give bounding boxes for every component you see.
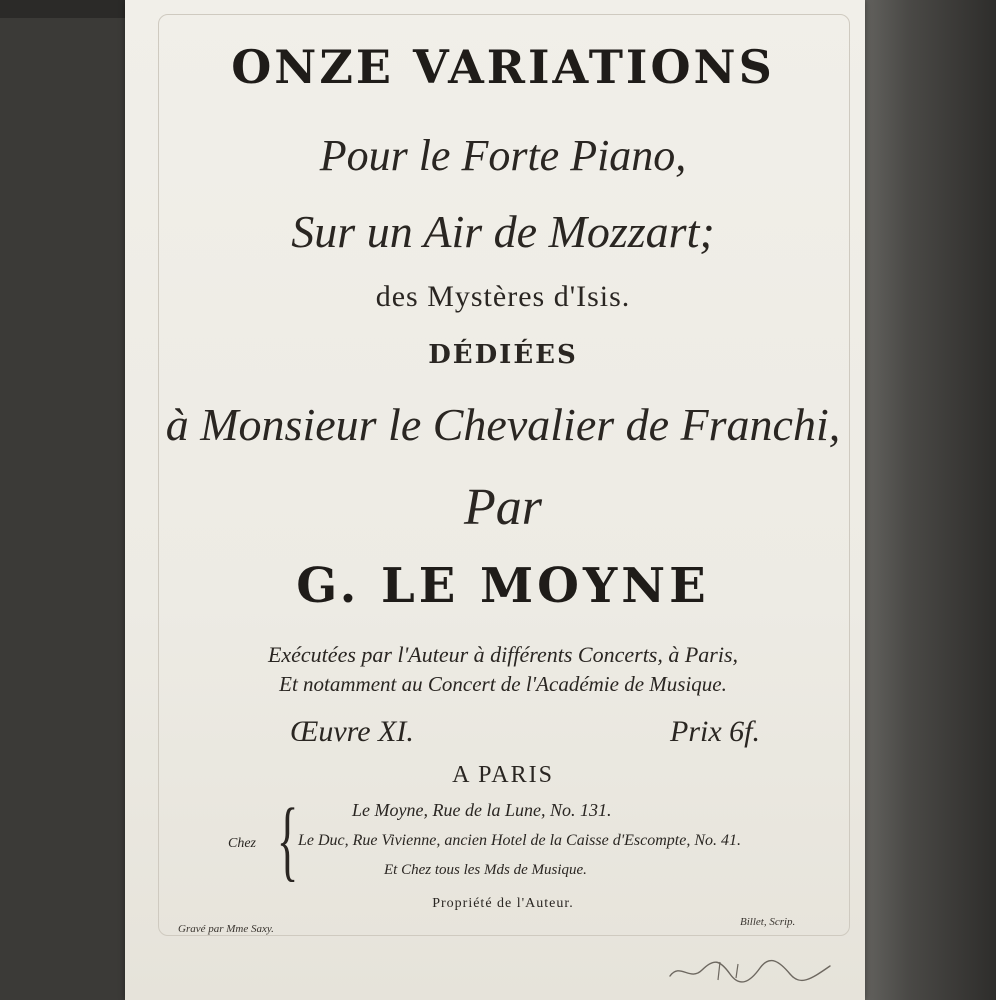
composer-name: G. LE MOYNE [296, 558, 710, 614]
performance-line-1: Exécutées par l'Auteur à différents Concerts, à Paris, [267, 642, 739, 667]
instrument-line: Pour le Forte Piano, [319, 131, 687, 180]
publisher-address-1: Le Moyne, Rue de la Lune, No. 131. [352, 800, 612, 820]
by-label: Par [464, 479, 542, 536]
work-title: ONZE VARIATIONS [231, 40, 775, 94]
performance-line-2: Et notamment au Concert de l'Académie de Musique. [279, 672, 727, 696]
engraver-credit: Gravé par Mme Saxy. [178, 923, 274, 935]
opus-price-row [290, 715, 760, 749]
source-line: des Mystères d'Isis. [375, 280, 631, 313]
backdrop-right [850, 0, 996, 1000]
dedicatee-line: à Monsieur le Chevalier de Franchi, [165, 399, 841, 450]
scribe-credit: Billet, Scrip. [740, 916, 796, 928]
property-note: Propriété de l'Auteur. [432, 896, 574, 911]
dedication-heading: DÉDIÉES [428, 340, 578, 370]
chez-label: Chez [228, 836, 256, 851]
publisher-brace: { [276, 791, 299, 890]
theme-line: Sur un Air de Mozzart; [291, 206, 715, 257]
opus-number: Œuvre XI. [290, 715, 414, 748]
price: Prix 6f. [670, 715, 760, 748]
handwritten-signature [660, 952, 840, 988]
publisher-address-3: Et Chez tous les Mds de Musique. [384, 862, 587, 878]
publisher-address-2: Le Duc, Rue Vivienne, ancien Hotel de la Caisse d'Escompte, No. 41. [298, 832, 742, 849]
publication-city: A PARIS [452, 762, 554, 788]
